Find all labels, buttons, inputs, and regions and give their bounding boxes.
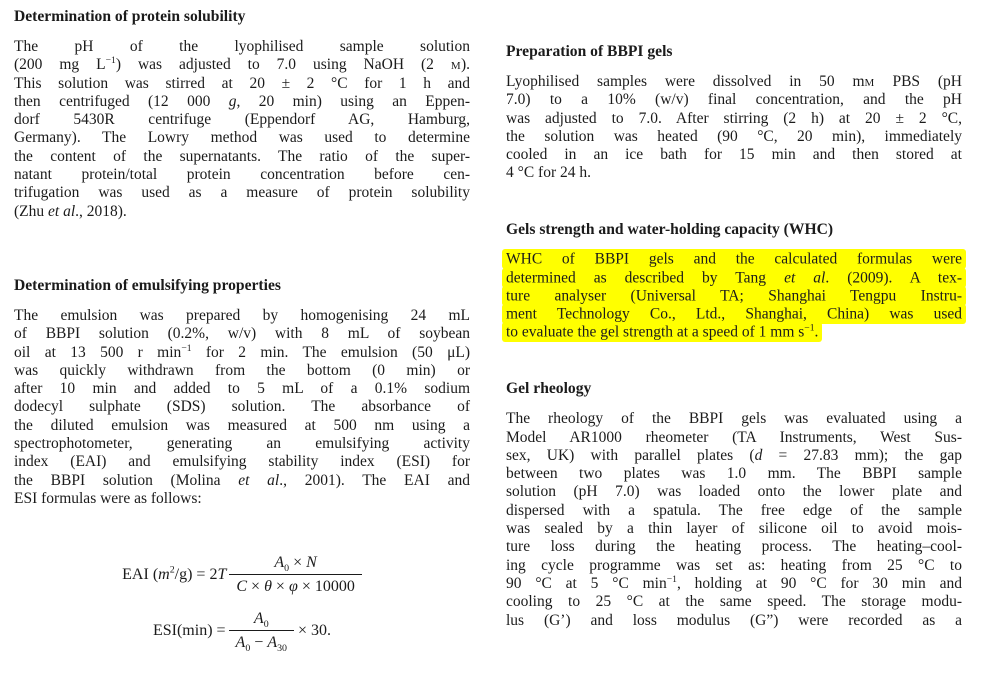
text-run: 4 °C for 24 h. (506, 164, 591, 182)
text-run: lus (G’) and loss modulus (G”) were recorded as a (506, 611, 962, 629)
text-line (506, 502, 962, 520)
text-run: of BBPI solution (0.2%, w/v) with 8 mL of soybean (14, 325, 470, 343)
equation-eai-fraction (229, 554, 361, 595)
text-run: ing cycle programme was set as: heating from 25 °C to (506, 556, 962, 574)
text-line (506, 110, 962, 128)
text-run: The pH of the lyophilised sample solution (14, 38, 470, 55)
section-gel-strength-whc (506, 221, 962, 342)
section-heading: Determination of protein solubility (14, 8, 246, 25)
text-line (506, 538, 962, 556)
section-heading: Preparation of BBPI gels (506, 43, 673, 60)
text-run: sex, UK) with parallel plates (d = 27.83 mm); the gap (506, 446, 962, 464)
text-line (14, 453, 470, 471)
highlighted-text-line (506, 269, 962, 287)
text-line (506, 146, 962, 164)
text-run: index (EAI) and emulsifying stability index (ESI) for (14, 453, 470, 471)
text-line (506, 128, 962, 146)
text-line (506, 557, 962, 575)
text-run: cooled in an ice bath for 15 min and then stored at (506, 146, 962, 164)
text-line (14, 38, 470, 56)
text-line (14, 472, 470, 490)
text-line (506, 91, 962, 109)
right-column (506, 8, 962, 679)
section-protein-solubility (14, 8, 470, 221)
equation-esi-denominator: $A_0 - A_{30}$ (229, 630, 294, 651)
text-line (14, 307, 470, 325)
text-run: Model AR1000 rheometer (TA Instruments, West Sus- (506, 428, 962, 446)
text-line (506, 483, 962, 501)
text-run: the solution was heated (90 °C, 20 min), immediately (506, 127, 962, 145)
text-run: 7.0) to a 10% (w/v) final concentration, and the pH (506, 91, 962, 109)
text-line (14, 75, 470, 93)
text-run: The rheology of the BBPI gels was evaluated using a (506, 410, 962, 428)
text-run: trifugation was used as a measure of protein solubility (14, 184, 470, 202)
equation-esi (152, 610, 332, 655)
text-line (14, 344, 470, 362)
text-run: The emulsion was prepared by homogenising 24 mL (14, 306, 470, 324)
text-run: WHC of BBPI gels and the calculated formulas were (502, 249, 966, 269)
text-run: (200 mg $L^{-1}$) was adjusted to 7.0 using NaOH (2 m). (14, 55, 470, 74)
text-run: solution (pH 7.0) was loaded onto the lower plate and (506, 483, 962, 501)
text-run: (Zhu et al., 2018). (14, 202, 127, 220)
text-line (14, 325, 470, 343)
text-line (14, 93, 470, 111)
equations-block (14, 554, 470, 655)
text-run: was quickly withdrawn from the bottom (0 min) or (14, 361, 470, 379)
text-line (506, 612, 962, 630)
text-line (506, 575, 962, 593)
text-line (506, 429, 962, 447)
text-line (14, 490, 470, 508)
text-run: after 10 min and added to 5 mL of a 0.1% sodium (14, 380, 470, 398)
text-run: spectrophotometer, generating an emulsifying activity (14, 435, 470, 453)
text-line (506, 593, 962, 611)
paragraph (14, 38, 470, 221)
text-run: determined as described by Tang et al. (2009). A tex- (502, 268, 966, 288)
text-line (14, 362, 470, 380)
equation-esi-fraction (229, 610, 294, 655)
equation-esi-numerator: $A_0$ (253, 610, 269, 631)
equation-esi-lhs: ESI(min) = (152, 621, 226, 639)
section-heading: Determination of emulsifying properties (14, 276, 281, 294)
highlighted-text-line (506, 324, 962, 342)
equation-eai-denominator: C × θ × φ × 10000 (229, 574, 361, 595)
text-line (506, 73, 962, 91)
highlighted-text-line (506, 251, 962, 269)
text-run: cooling to 25 °C at the same speed. The storage modu- (506, 593, 962, 611)
text-line (14, 56, 470, 74)
text-line (506, 164, 962, 182)
text-line (14, 417, 470, 435)
text-run: ture analyser (Universal TA; Shanghai Tengpu Instru- (502, 286, 966, 306)
section-heading: Gel rheology (506, 380, 592, 398)
text-run: Lyophilised samples were dissolved in 50 mm PBS (pH (506, 73, 962, 90)
text-run: dodecyl sulphate (SDS) solution. The absorbance of (14, 398, 470, 416)
paragraph (506, 410, 962, 630)
text-run: the BBPI solution (Molina et al., 2001). The EAI and (14, 471, 470, 489)
text-run: was adjusted to 7.0. After stirring (2 h) at 20 ± 2 °C, (506, 109, 962, 127)
text-run: dispersed with a spatula. The free edge of the sample (506, 501, 962, 519)
text-run: ture loss during the heating process. The heating–cool- (506, 538, 962, 556)
text-line (14, 129, 470, 147)
text-run: Germany). The Lowry method was used to determine (14, 129, 470, 147)
paragraph (14, 307, 470, 508)
section-emulsifying-properties (14, 276, 471, 655)
text-line (14, 184, 470, 202)
text-line (506, 520, 962, 538)
equation-eai-numerator: $A_0 \times N$ (274, 554, 317, 575)
text-line (14, 380, 470, 398)
text-run: ESI formulas were as follows: (14, 489, 202, 507)
section-gel-rheology (506, 380, 962, 630)
text-run: the diluted emulsion was measured at 500 nm using a (14, 416, 470, 434)
equation-esi-suffix: × 30. (298, 621, 332, 639)
highlighted-text-line (506, 306, 962, 324)
section-bbpi-gel-preparation (506, 43, 962, 183)
equation-eai-lhs: EAI $(m^2/g) = 2T$ (122, 564, 227, 583)
text-run: 90 °C at 5 °C $\min^{-1}$, holding at 90 °C for 30 min and (506, 573, 963, 592)
text-run: to evaluate the gel strength at a speed of 1 mm $s^{-1}$. (502, 322, 822, 342)
text-line (14, 203, 470, 221)
text-line (506, 447, 962, 465)
text-run: oil at 13 500 r $\min^{-1}$ for 2 min. The emulsion (50 μL) (14, 342, 471, 361)
text-run: This solution was stirred at 20 ± 2 °C for 1 h and (14, 74, 470, 92)
text-line (14, 166, 470, 184)
left-column (14, 8, 470, 679)
text-run: natant protein/total protein concentration before cen- (14, 166, 470, 184)
text-line (14, 435, 470, 453)
text-run: ment Technology Co., Ltd., Shanghai, China) was used (502, 304, 966, 324)
text-line (506, 410, 962, 428)
paragraph (506, 73, 962, 183)
text-run: then centrifuged (12 000 g, 20 min) using an Eppen- (14, 92, 470, 110)
text-line (14, 398, 470, 416)
section-heading: Gels strength and water-holding capacity (WHC) (506, 220, 834, 238)
text-line (14, 148, 470, 166)
text-line (506, 465, 962, 483)
equation-eai (122, 554, 362, 595)
text-run: dorf 5430R centrifuge (Eppendorf AG, Hamburg, (14, 111, 470, 129)
text-run: the content of the supernatants. The ratio of the super- (14, 147, 470, 165)
text-run: between two plates was 1.0 mm. The BBPI sample (506, 465, 962, 483)
text-run: was sealed by a thin layer of silicone oil to avoid mois- (506, 520, 962, 538)
highlighted-text-line (506, 287, 962, 305)
text-line (14, 111, 470, 129)
paragraph (506, 251, 962, 342)
